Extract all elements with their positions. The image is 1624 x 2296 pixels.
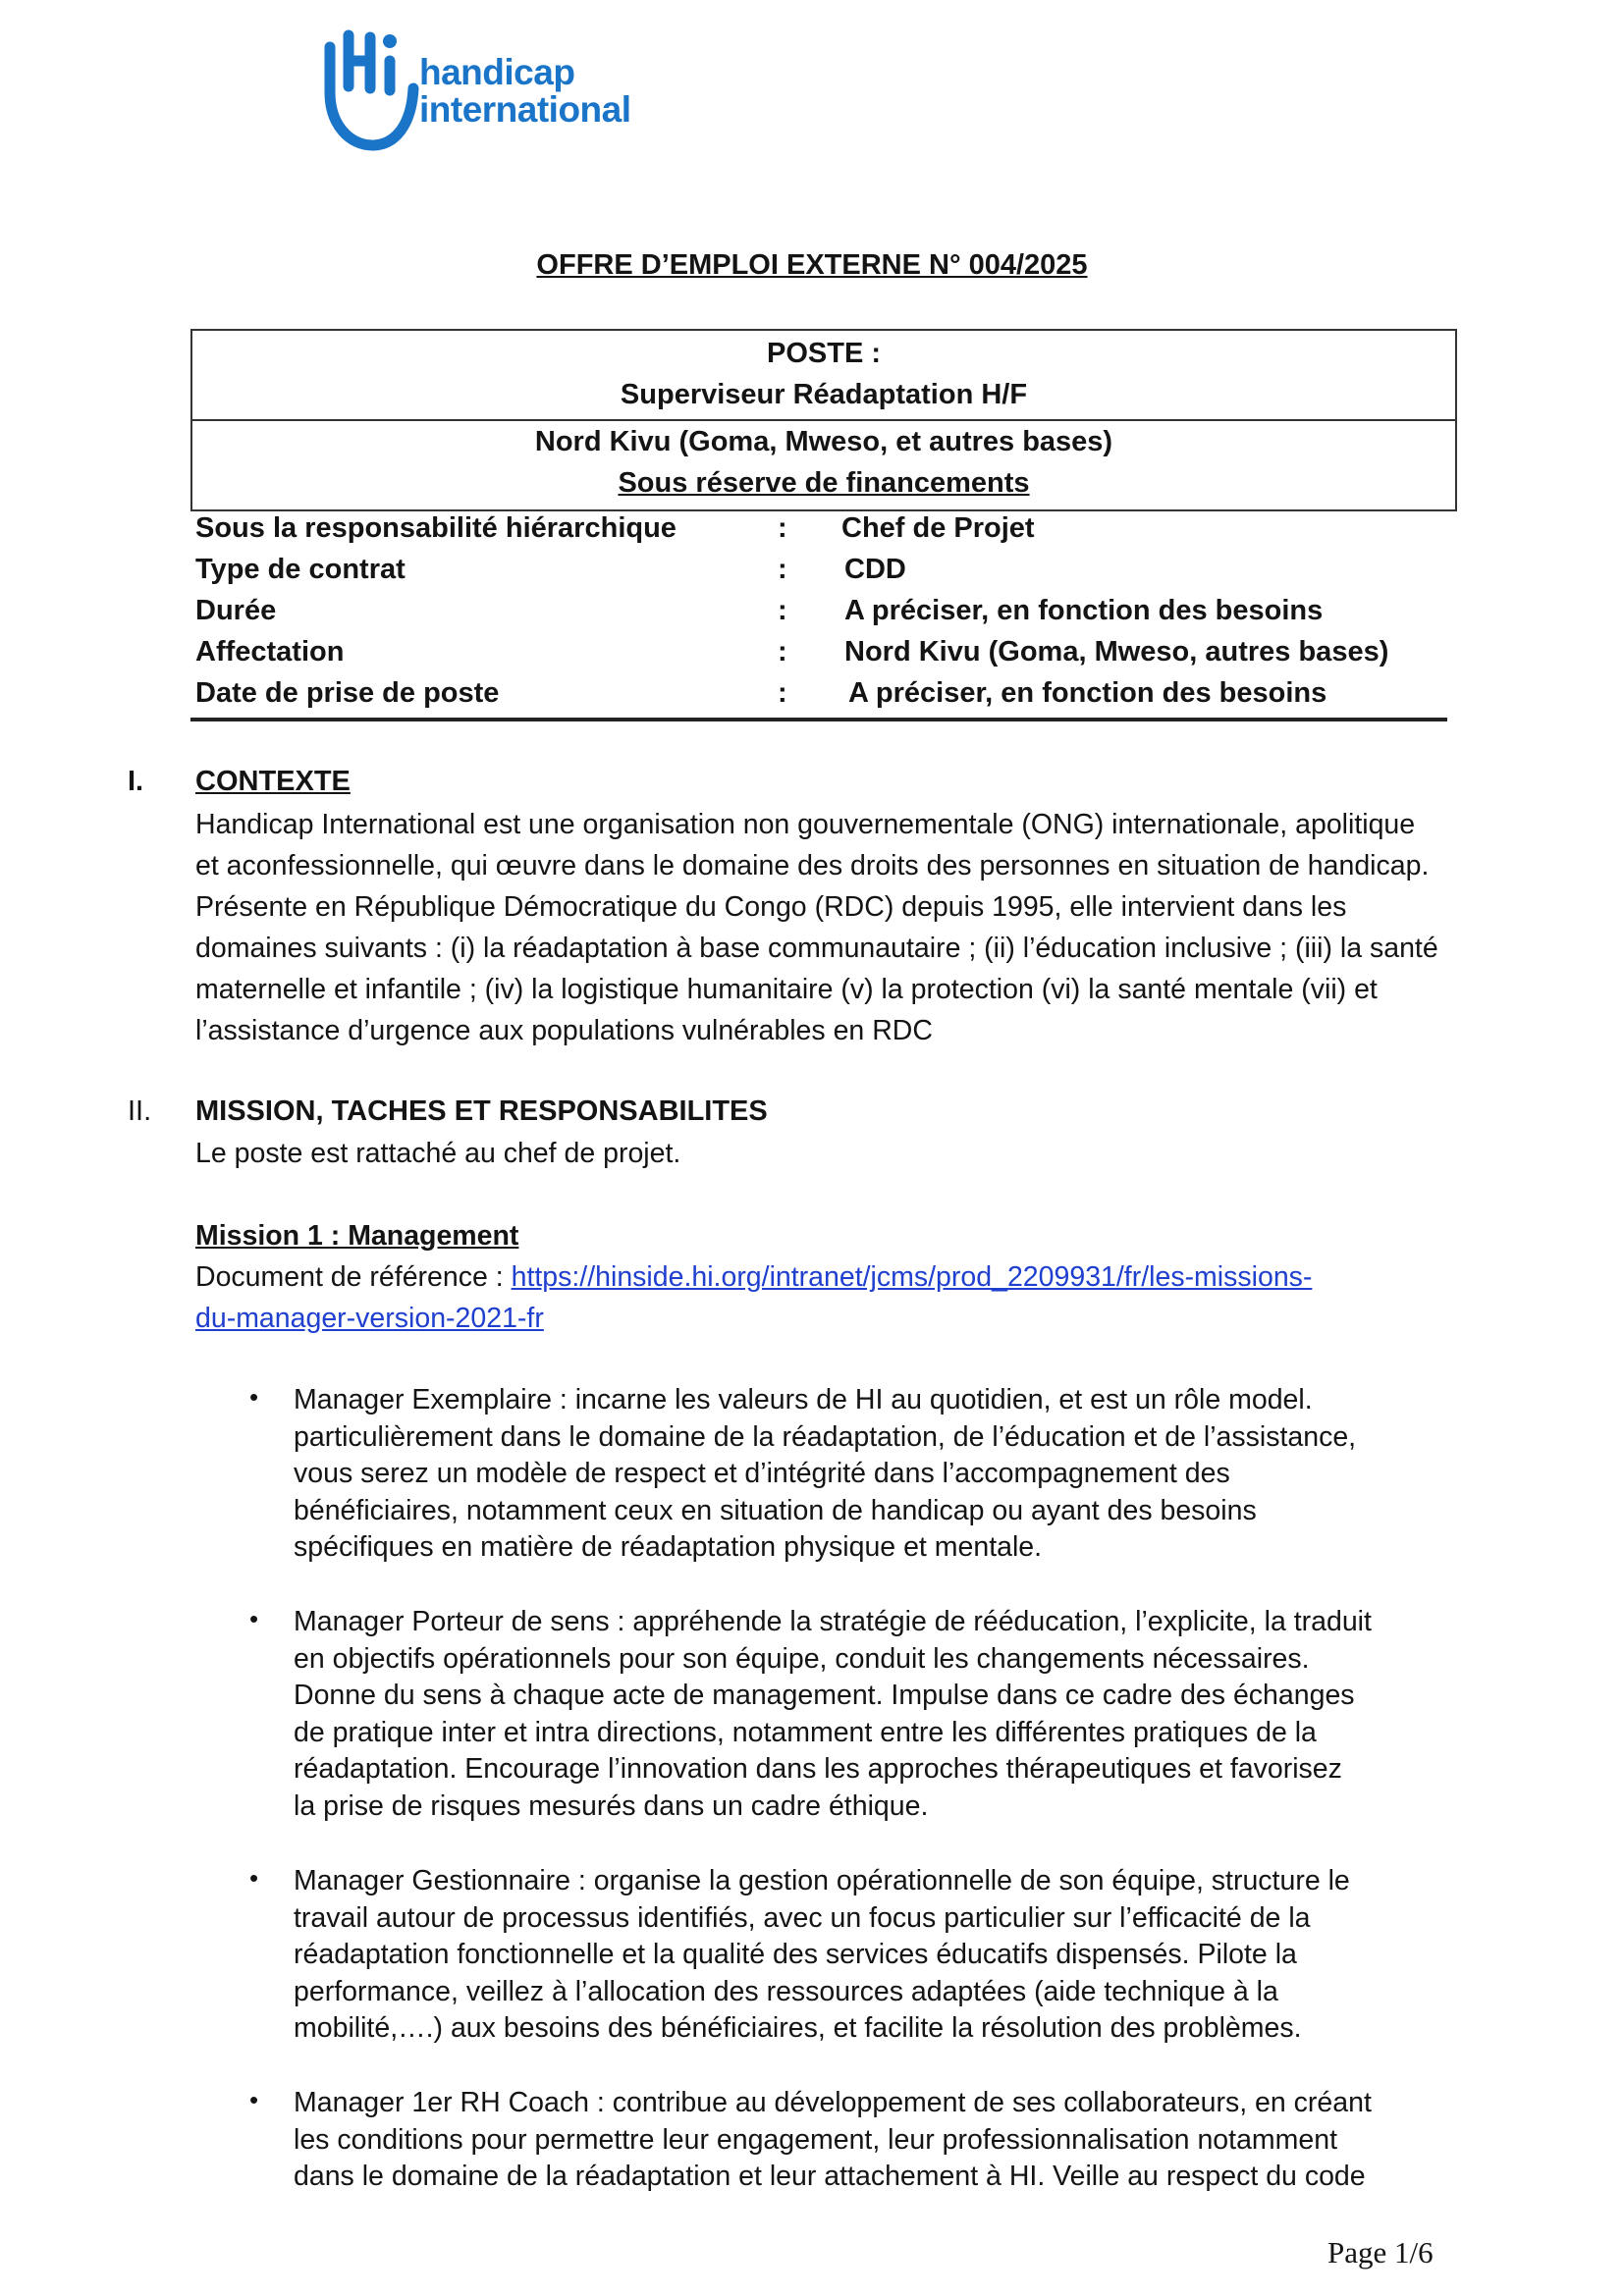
position-title: Superviseur Réadaptation H/F — [620, 379, 1028, 410]
bullet-line: particulièrement dans le domaine de la réadaptation, de l’éducation et de l’assistance, — [294, 1420, 1357, 1453]
info-value: A préciser, en fonction des besoins — [844, 595, 1324, 626]
page-number: Page 1/6 — [1327, 2235, 1434, 2269]
bullet-item-exemplaire — [294, 1382, 1444, 1567]
bullet-line: en objectifs opérationnels pour son équipe, conduit les changements nécessaires. — [294, 1642, 1310, 1675]
handicap-international-logo — [321, 27, 655, 153]
section-1-number: I. — [128, 766, 144, 797]
bullet-item-porteur-de-sens — [294, 1604, 1444, 1826]
context-paragraph — [195, 804, 1523, 1051]
financing-note: Sous réserve de financements — [618, 467, 1030, 499]
section-2-title: MISSION, TACHES ET RESPONSABILITES — [195, 1095, 768, 1127]
reference-document-cont — [195, 1298, 544, 1339]
reference-link-cont[interactable]: du-manager-version-2021-fr — [195, 1303, 544, 1334]
info-row — [195, 673, 1442, 715]
info-label: Sous la responsabilité hiérarchique — [195, 512, 677, 544]
bullet-line: Manager Porteur de sens : appréhende la stratégie de rééducation, l’explicite, la traduit — [294, 1606, 1372, 1637]
bullet-line: spécifiques en matière de réadaptation physique et mentale. — [294, 1531, 1043, 1564]
bullet-line: vous serez un modèle de respect et d’intégrité dans l’accompagnement des — [294, 1458, 1230, 1490]
info-colon: : — [778, 677, 787, 709]
reference-label: Document de référence : — [195, 1261, 512, 1293]
position-label: POSTE : — [766, 338, 881, 369]
info-label: Date de prise de poste — [195, 677, 500, 709]
position-location-box — [190, 419, 1457, 511]
logo-line-1: handicap — [419, 52, 575, 92]
info-row — [195, 550, 1442, 591]
mission-1-title: Mission 1 : Management — [195, 1220, 519, 1252]
section-2-number: II. — [128, 1095, 152, 1127]
bullet-line: Manager Exemplaire : incarne les valeurs de HI au quotidien, et est un rôle model. — [294, 1384, 1313, 1415]
info-row — [195, 632, 1442, 673]
info-divider — [190, 718, 1447, 721]
paragraph-line: Présente en République Démocratique du Congo (RDC) depuis 1995, elle intervient dans les — [195, 891, 1347, 923]
job-info-table — [195, 508, 1442, 715]
bullet-item-gestionnaire — [294, 1863, 1444, 2048]
bullet-line: de pratique inter et intra directions, notamment entre les différentes pratiques de la — [294, 1716, 1317, 1748]
info-value: Nord Kivu (Goma, Mweso, autres bases) — [844, 636, 1389, 667]
paragraph-line: maternelle et infantile ; (iv) la logistique humanitaire (v) la protection (vi) la santé mentale (vii) et — [195, 974, 1378, 1005]
bullet-line: réadaptation fonctionnelle et la qualité des services éducatifs dispensés. Pilote la — [294, 1939, 1297, 1971]
bullet-line: bénéficiaires, notamment ceux en situation de handicap ou ayant des besoins — [294, 1494, 1257, 1526]
section-2-intro: Le poste est rattaché au chef de projet. — [195, 1138, 681, 1169]
paragraph-line: et aconfessionnelle, qui œuvre dans le domaine des droits des personnes en situation de handicap. — [195, 850, 1430, 881]
reference-link[interactable]: https://hinside.hi.org/intranet/jcms/prod_2209931/fr/les-missions- — [511, 1261, 1313, 1293]
bullet-line: travail autour de processus identifiés, avec un focus particulier sur l’efficacité de la — [294, 1901, 1311, 1934]
offer-title: OFFRE D’EMPLOI EXTERNE N° 004/2025 — [536, 249, 1088, 281]
bullet-icon: • — [249, 1863, 259, 1893]
info-label: Type de contrat — [195, 554, 406, 585]
info-value: CDD — [844, 554, 906, 585]
bullet-icon: • — [249, 1604, 259, 1633]
bullet-line: performance, veillez à l’allocation des ressources adaptées (aide technique à la — [294, 1975, 1278, 2007]
info-colon: : — [778, 636, 787, 667]
info-value: A préciser, en fonction des besoins — [848, 677, 1327, 709]
bullet-line: dans le domaine de la réadaptation et leur attachement à HI. Veille au respect du code — [294, 2161, 1366, 2193]
reference-document — [195, 1256, 1312, 1298]
info-colon: : — [778, 595, 787, 626]
section-1-title: CONTEXTE — [195, 766, 351, 797]
bullet-line: Donne du sens à chaque acte de management. Impulse dans ce cadre des échanges — [294, 1680, 1355, 1712]
bullet-icon: • — [249, 2085, 259, 2114]
hand-logo-icon — [321, 27, 419, 153]
paragraph-line: Handicap International est une organisation non gouvernementale (ONG) internationale, apolitique — [195, 809, 1416, 840]
info-colon: : — [778, 554, 787, 585]
info-label: Affectation — [195, 636, 345, 667]
bullet-line: Manager 1er RH Coach : contribue au développement de ses collaborateurs, en créant — [294, 2087, 1372, 2118]
paragraph-line: l’assistance d’urgence aux populations vulnérables en RDC — [195, 1015, 933, 1046]
bullet-line: la prise de risques mesurés dans un cadre éthique. — [294, 1789, 929, 1822]
logo-line-2: international — [419, 89, 631, 130]
bullet-line: mobilité,….) aux besoins des bénéficiaires, et facilite la résolution des problèmes. — [294, 2012, 1302, 2045]
info-row — [195, 508, 1442, 550]
bullet-line: les conditions pour permettre leur engagement, leur professionnalisation notamment — [294, 2123, 1338, 2156]
bullet-line: Manager Gestionnaire : organise la gestion opérationnelle de son équipe, structure le — [294, 1865, 1350, 1896]
info-value: Chef de Projet — [841, 512, 1035, 544]
bullet-icon: • — [249, 1382, 259, 1412]
bullet-line: réadaptation. Encourage l’innovation dans les approches thérapeutiques et favorisez — [294, 1753, 1342, 1786]
info-label: Durée — [195, 595, 277, 626]
position-title-box — [190, 329, 1457, 421]
position-location: Nord Kivu (Goma, Mweso, et autres bases) — [534, 426, 1113, 457]
paragraph-line: domaines suivants : (i) la réadaptation à base communautaire ; (ii) l’éducation inclusive ; (iii) la santé — [195, 933, 1438, 964]
bullet-item-rh-coach — [294, 2085, 1444, 2196]
info-row — [195, 591, 1442, 632]
info-colon: : — [778, 512, 787, 544]
